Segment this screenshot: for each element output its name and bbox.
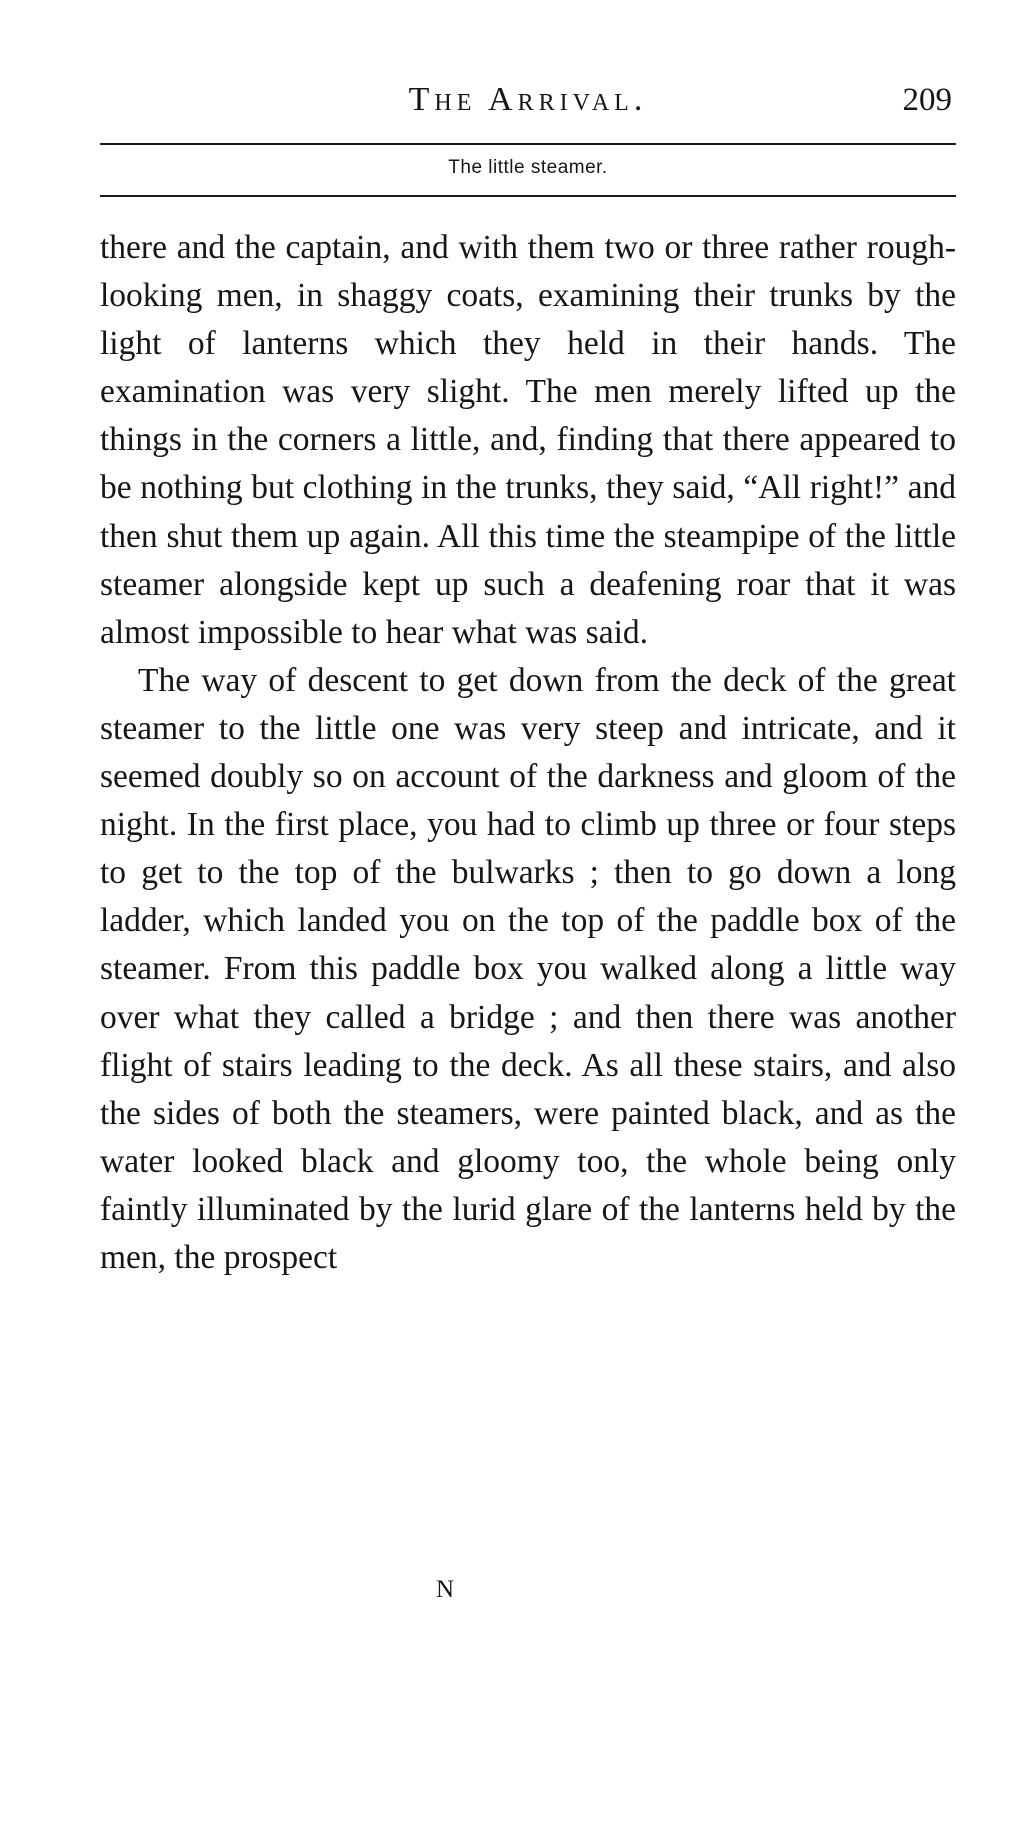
paragraph-descent: The way of descent to get down from the deck of the great steamer to the little one was very steep and intricate, and it seemed doubly so on account of the darkness and gloom of the night. In the first place, you had to climb up three or four steps to get to the top of the bulwarks ; then to go down a long ladder, which landed you on the top of the paddle box of the steamer. From this paddle box you walked along a little way over what they called a bridge ; and then there was another flight of stairs leading to the deck. As all these stairs, and also the sides of both the steamers, were painted black, and as the water looked black and gloomy too, the whole being only faintly illuminated by the lurid glare of the lanterns held by the men, the prospect (100, 661, 956, 1276)
section-caption: The little steamer. (448, 157, 608, 178)
header-rule-top (100, 143, 956, 145)
paragraph-continued: there and the captain, and with them two or three rather rough-looking men, in shaggy coats, examining their trunks by the light of lanterns which they held in their hands. The examination was very slight. The men merely lifted up the things in the corners a little, and, finding that there appeared to be nothing but clothing in the trunks, they said, “All right!” and then shut them up again. All this time the steampipe of the little steamer alongside kept up such a deafening roar that it was almost impossible to hear what was said. (100, 229, 956, 651)
signature-mark: N (435, 1576, 455, 1603)
running-head (100, 78, 956, 130)
header-rule-bottom (100, 195, 956, 197)
page-number: 209 (902, 82, 952, 118)
body-text (100, 224, 956, 1282)
running-title: The Arrival. (408, 81, 648, 118)
